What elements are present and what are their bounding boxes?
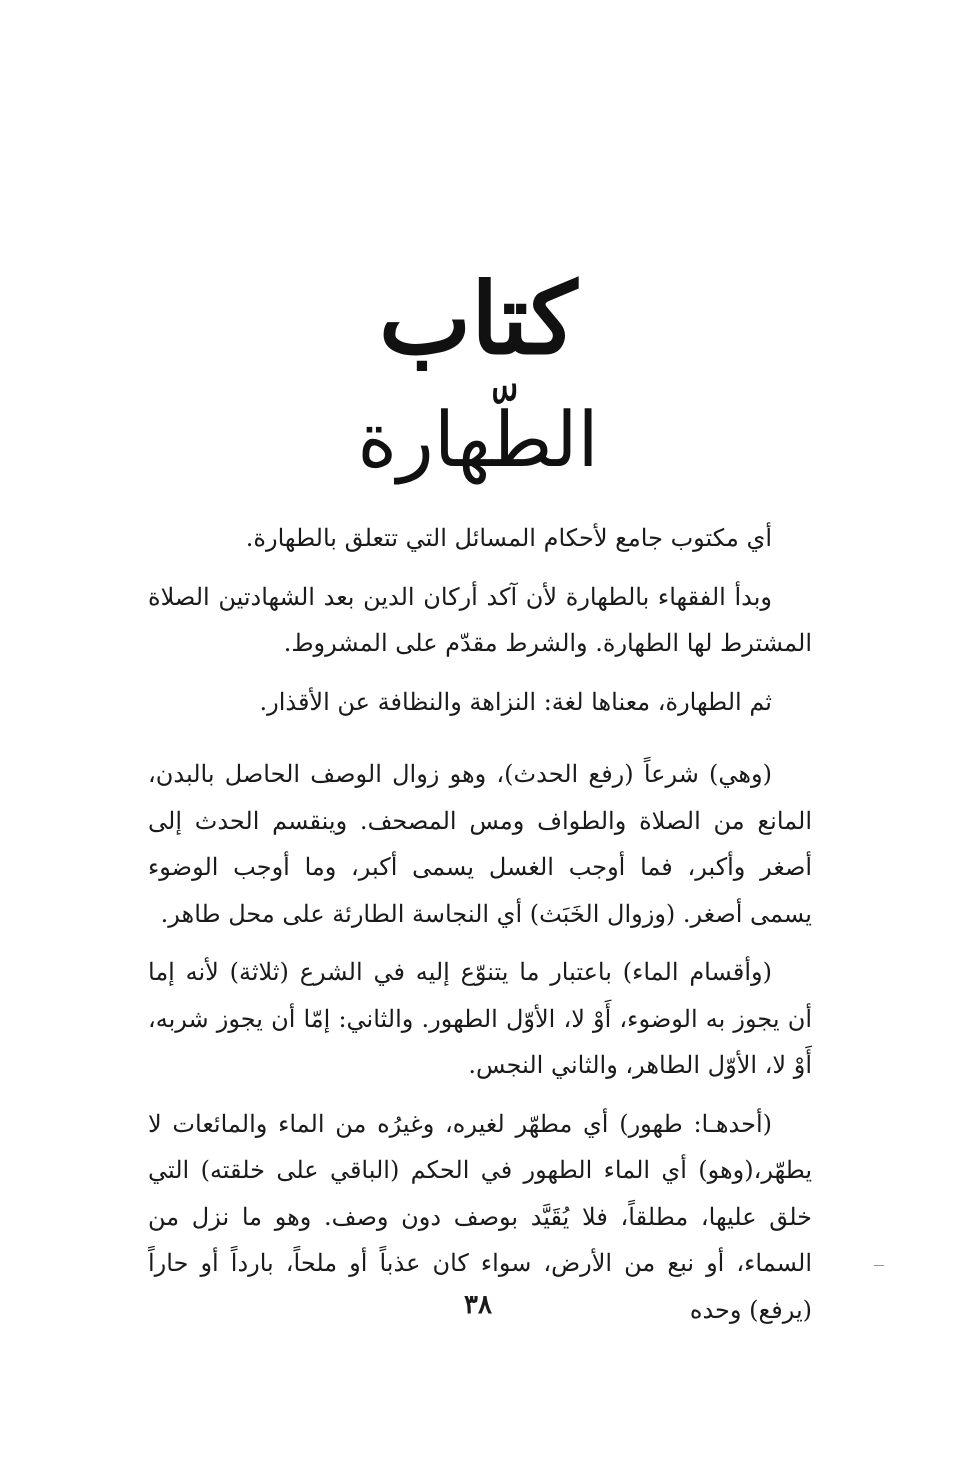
page-number: ٣٨ <box>464 1290 492 1320</box>
paragraph-linguistic: ثم الطهارة، معناها لغة: النزاهة والنظافة عن الأقذار. <box>259 687 772 716</box>
paragraph-legal-meaning: (وهي) شرعاً (رفع الحدث)، وهو زوال الوصف الحاصل بالبدن، المانع من الصلاة والطواف ومس المصحف. وينقسم الحدث إلى أصغر وأكبر، فما أوجب الغسل يسمى أكبر، وما أوجب الوضوء يسمى أصغر. (وزوال الخَبَث) أي النجاسة الطارئة على محل طاهر. <box>148 760 812 928</box>
chapter-title <box>0 255 956 495</box>
body-text <box>148 515 812 1345</box>
paragraph-definition: أي مكتوب جامع لأحكام المسائل التي تتعلق بالطهارة. <box>245 524 772 552</box>
paragraph-water-types: (وأقسام الماء) باعتبار ما يتنوّع إليه في الشرع (ثلاثة) لأنه إما أن يجوز به الوضوء، أَوْ لا، الأوّل الطهور. والثاني: إمّا أن يجوز شربه، أَوْ لا، الأوّل الطاهر، والثاني النجس. <box>148 958 812 1079</box>
chapter-title-tahara: الطّهارة <box>357 395 599 484</box>
paragraph-tahur: (أحدهـا: طهور) أي مطهّر لغيره، وغيرُه من الماء والمائعات لا يطهّر،(وهو) أي الماء الطهور في الحكم (الباقي على خلقته) التي خلق عليها، مطلقاً، فلا يُقَيَّد بوصف دون وصف. وهو ما نزل من السماء، أو نبع من الأرض، سواء كان عذباً أو ملحاً، بارداً أو حاراً (يرفع) وحده <box>148 1109 812 1324</box>
chapter-title-kitab: كتاب <box>378 262 578 377</box>
margin-mark <box>874 1265 884 1266</box>
paragraph-reason: وبدأ الفقهاء بالطهارة لأن آكد أركان الدين بعد الشهادتين الصلاة المشترط لها الطهارة. والشرط مقدّم على المشروط. <box>148 582 812 657</box>
